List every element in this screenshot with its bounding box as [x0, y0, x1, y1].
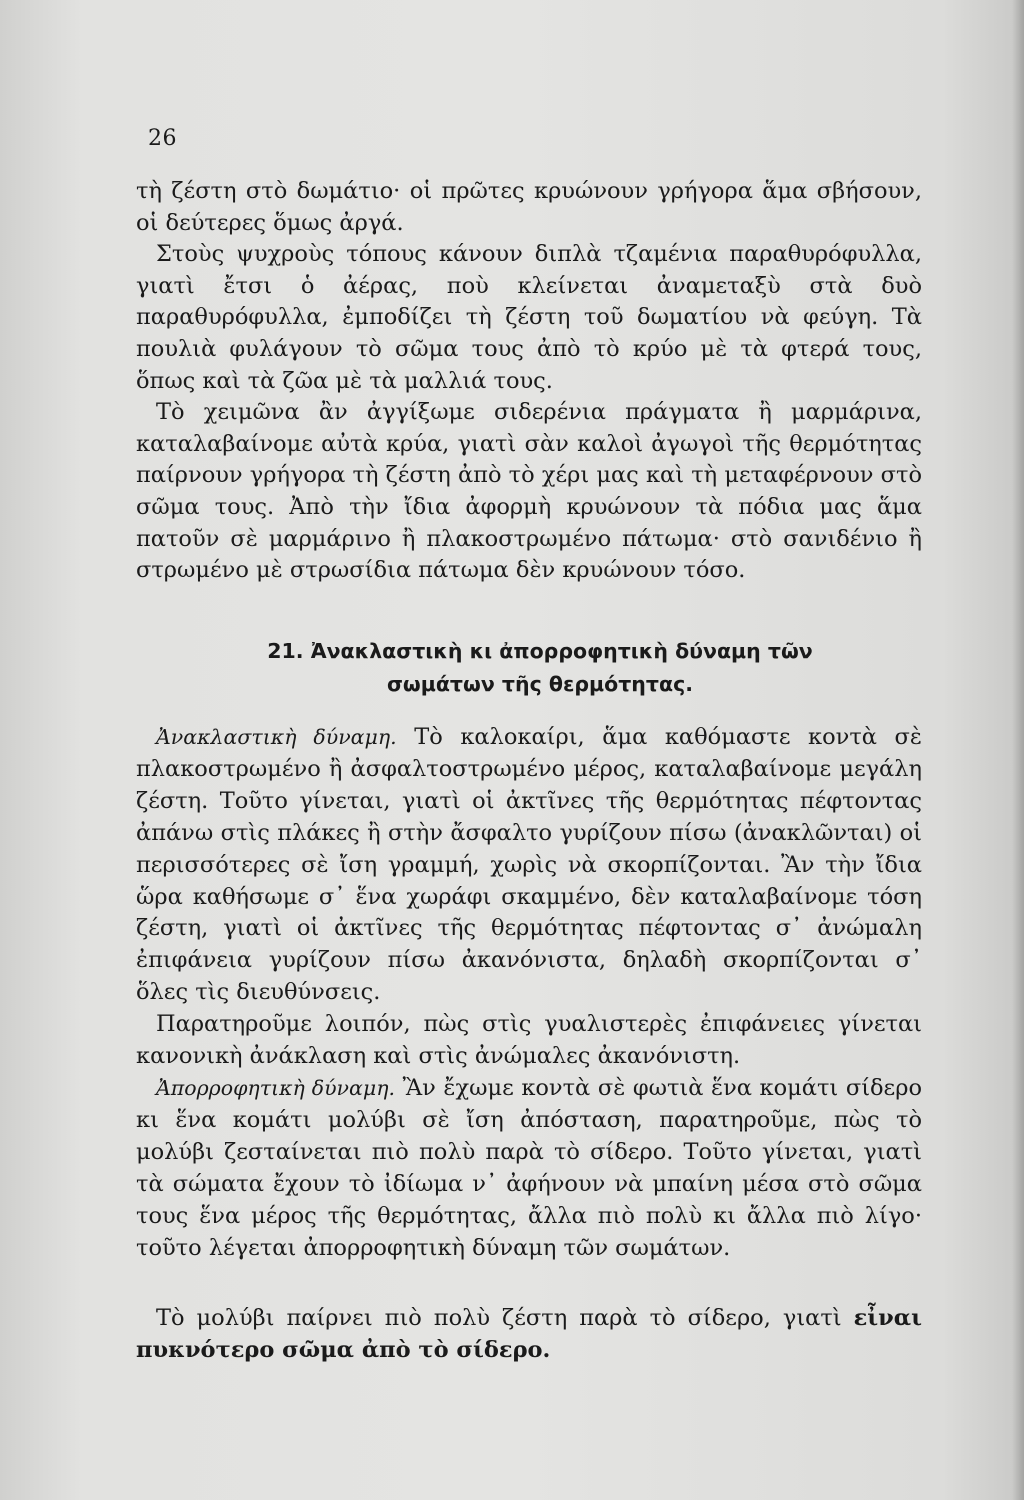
intro-paragraph-2: Στοὺς ψυχροὺς τόπους κάνουν διπλὰ τζαμένια παραθυρόφυλλα, γιατὶ ἔτσι ὁ ἀέρας, ποὺ κλείνεται ἀναμεταξὺ στὰ δυὸ παραθυρόφυλλα, ἐμποδίζει τὴ ζέστη τοῦ δωματίου νὰ φεύγη. Τὰ πουλιὰ φυλάγουν τὸ σῶμα τους ἀπὸ τὸ κρύο μὲ τὰ φτερά τους, ὅπως καὶ τὰ ζῶα μὲ τὰ μαλλιά τους.: [136, 241, 922, 394]
section-heading-line-1: [180, 635, 900, 668]
section-paragraph-1: [136, 722, 922, 1009]
section-title-part-2: σωμάτων τῆς θερμότητας.: [386, 672, 694, 696]
page-number: 26: [148, 126, 177, 151]
section-text-block: [136, 722, 922, 1264]
section-number: 21.: [267, 639, 304, 663]
section-paragraph-3: [136, 1073, 922, 1264]
term-reflective-power: Ἀνακλαστικὴ δύναμη.: [156, 725, 397, 749]
intro-text-block: [136, 176, 922, 587]
conclusion-bold-text: εἶναι πυκνότερο σῶμα ἀπὸ τὸ σίδερο.: [136, 1305, 922, 1363]
section-paragraph-1-text: Τὸ καλοκαίρι, ἅμα καθόμαστε κοντὰ σὲ πλακοστρωμένο ἢ ἀσφαλτοστρωμένο μέρος, καταλαβαίνομε μεγάλη ζέστη. Τοῦτο γίνεται, γιατὶ οἱ ἀκτῖνες τῆς θερμότητας πέφτοντας ἀπάνω στὶς πλάκες ἢ στὴν ἄσφαλτο γυρίζουν πίσω (ἀνακλῶνται) οἱ περισσότερες σὲ ἴση γραμμή, χωρὶς νὰ σκορπίζονται. Ἂν τὴν ἴδια ὥρα καθήσωμε σ᾽ ἕνα χωράφι σκαμμένο, δὲν καταλαβαίνομε τόση ζέστη, γιατὶ οἱ ἀκτῖνες τῆς θερμότητας πέφτοντας σ᾽ ἀνώμαλη ἐπιφάνεια γυρίζουν πίσω ἀκανόνιστα, δηλαδὴ σκορπίζονται σ᾽ ὅλες τὶς διευθύνσεις.: [136, 724, 922, 1006]
conclusion-text: Τὸ μολύβι παίρνει πιὸ πολὺ ζέστη παρὰ τὸ σίδερο, γιατὶ: [156, 1305, 842, 1331]
intro-paragraph-3: Τὸ χειμῶνα ἂν ἀγγίξωμε σιδερένια πράγματα ἢ μαρμάρινα, καταλαβαίνομε αὐτὰ κρύα, γιατὶ σὰν καλοὶ ἀγωγοὶ τῆς θερμότητας παίρνουν γρήγορα τὴ ζέστη ἀπὸ τὸ χέρι μας καὶ τὴ μεταφέρνουν στὸ σῶμα τους. Ἀπὸ τὴν ἴδια ἀφορμὴ κρυώνουν τὰ πόδια μας ἅμα πατοῦν σὲ μαρμάρινο ἢ πλακοστρωμένο πάτωμα· στὸ σανιδένιο ἢ στρωμένο μὲ στρωσίδια πάτωμα δὲν κρυώνουν τόσο.: [136, 399, 922, 584]
section-title-part-1: Ἀνακλαστικὴ κι ἀπορροφητικὴ δύναμη τῶν: [310, 639, 813, 663]
section-paragraph-2: Παρατηροῦμε λοιπόν, πὼς στὶς γυαλιστερὲς ἐπιφάνειες γίνεται κανονικὴ ἀνάκλαση καὶ στὶς ἀνώμαλες ἀκανόνιστη.: [136, 1011, 922, 1070]
intro-paragraph-1: τὴ ζέστη στὸ δωμάτιο· οἱ πρῶτες κρυώνουν γρήγορα ἅμα σβήσουν, οἱ δεύτερες ὅμως ἀργά.: [136, 178, 922, 236]
conclusion-paragraph: [136, 1302, 922, 1366]
page-edge-shadow: [1012, 0, 1024, 1500]
section-heading: [180, 635, 900, 701]
conclusion-block: [136, 1302, 922, 1366]
section-paragraph-3-text: Ἂν ἔχωμε κοντὰ σὲ φωτιὰ ἕνα κομάτι σίδερο κι ἕνα κομάτι μολύβι σὲ ἴση ἀπόσταση, παρατηροῦμε, πὼς τὸ μολύβι ζεσταίνεται πιὸ πολὺ παρὰ τὸ σίδερο. Τοῦτο γίνεται, γιατὶ τὰ σώματα ἔχουν τὸ ἰδίωμα ν᾽ ἀφήνουν νὰ μπαίνη μέσα στὸ σῶμα τους ἕνα μέρος τῆς θερμότητας, ἄλλα πιὸ πολὺ κι ἄλλα πιὸ λίγο· τοῦτο λέγεται ἀπορροφητικὴ δύναμη τῶν σωμάτων.: [136, 1074, 922, 1261]
term-absorptive-power: Ἀπορροφητικὴ δύναμη.: [156, 1075, 395, 1100]
